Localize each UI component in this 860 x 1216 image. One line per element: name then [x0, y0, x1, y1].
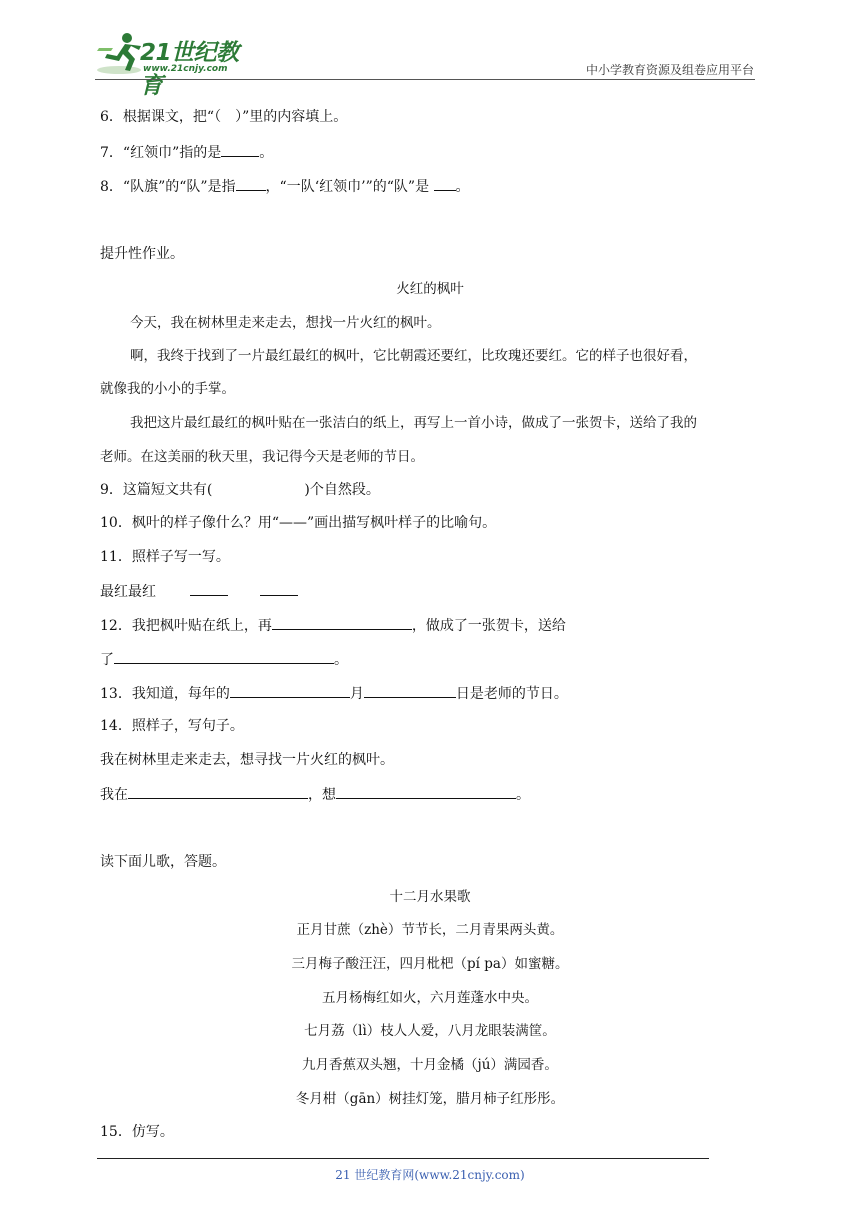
logo-url: www.21cnjy.com: [143, 64, 228, 74]
answer-blank[interactable]: [336, 783, 516, 799]
answer-blank[interactable]: [434, 175, 456, 191]
answer-blank[interactable]: [272, 614, 412, 630]
question-11-example: [100, 580, 298, 601]
question-13: [100, 682, 568, 703]
passage-paragraph: 就像我的小小的手掌。: [100, 381, 235, 397]
question-9: [100, 479, 380, 499]
answer-blank[interactable]: [260, 580, 298, 596]
question-13-text: 13．我知道，每年的: [100, 686, 230, 702]
poem-line: 九月香蕉双头翘，十月金橘（jú）满园香。: [302, 1057, 558, 1073]
passage-paragraph: 啊，我终于找到了一片最红最红的枫叶，它比朝霞还要红，比玫瑰还要红。它的样子也很好看，: [130, 348, 697, 364]
question-12-text-3: 了: [100, 652, 114, 668]
question-7-suffix: 。: [259, 145, 274, 161]
passage-paragraph: 今天，我在树林里走来走去，想找一片火红的枫叶。: [130, 315, 441, 331]
logo-text: 21世纪教育: [140, 40, 239, 99]
poem-line: 正月甘蔗（zhè）节节长，二月青果两头黄。: [296, 922, 564, 938]
question-9-suffix: )个自然段。: [304, 482, 380, 498]
answer-blank[interactable]: [190, 580, 228, 596]
question-8: [100, 175, 470, 196]
question-12-text-2: ，做成了一张贺卡，送给: [411, 618, 566, 634]
fill-text: 我在: [100, 787, 128, 803]
section-title: 提升性作业。: [100, 246, 184, 262]
header-divider: [95, 79, 755, 80]
question-14: 14．照样子，写句子。: [100, 718, 244, 734]
question-15: 15．仿写。: [100, 1124, 174, 1140]
question-11: 11．照样子写一写。: [100, 549, 230, 565]
question-10: 10．枫叶的样子像什么？用“——”画出描写枫叶样子的比喻句。: [100, 515, 497, 531]
example-text: 最红最红: [100, 584, 156, 600]
running-man-icon: [95, 30, 145, 76]
footer-link[interactable]: 21 世纪教育网(www.21cnjy.com): [335, 1168, 525, 1182]
answer-blank[interactable]: [221, 141, 259, 157]
poem-line: 三月梅子酸汪汪，四月枇杷（pí pa）如蜜糖。: [291, 956, 569, 972]
question-6: 6．根据课文，把“（ ）”里的内容填上。: [100, 109, 348, 125]
question-8-text-2: ，“一队‘红领巾’”的“队”是: [265, 179, 430, 195]
answer-blank[interactable]: [114, 648, 334, 664]
passage-title: 火红的枫叶: [396, 281, 464, 297]
question-7-text: 7．“红领巾”指的是: [100, 145, 222, 161]
question-14-example: 我在树林里走来走去，想寻找一片火红的枫叶。: [100, 752, 394, 768]
answer-blank[interactable]: [364, 682, 456, 698]
question-12: [100, 614, 566, 635]
poem-title: 十二月水果歌: [389, 889, 471, 905]
poem-line: 冬月柑（gān）树挂灯笼，腊月柿子红彤彤。: [295, 1091, 565, 1107]
question-7: [100, 141, 273, 162]
section-title: 读下面儿歌，答题。: [100, 854, 226, 870]
fill-suffix: 。: [516, 787, 530, 803]
site-logo: [95, 30, 260, 99]
platform-label: 中小学教育资源及组卷应用平台: [585, 63, 754, 77]
question-12-suffix: 。: [334, 652, 348, 668]
question-13-text-2: 月: [349, 686, 364, 702]
question-12-line2: [100, 648, 348, 669]
question-8-text: 8．“队旗”的“队”是指: [100, 179, 236, 195]
passage-paragraph: 我把这片最红最红的枫叶贴在一张洁白的纸上，再写上一首小诗，做成了一张贺卡，送给了我的: [130, 415, 697, 431]
question-13-suffix: 日是老师的节日。: [455, 686, 568, 702]
question-9-text: 9．这篇短文共有(: [100, 482, 213, 498]
fill-text-2: ，想: [308, 787, 336, 803]
poem-line: 五月杨梅红如火，六月莲蓬水中央。: [322, 990, 538, 1006]
question-12-text: 12．我把枫叶贴在纸上，再: [100, 618, 272, 634]
answer-blank[interactable]: [236, 175, 266, 191]
question-8-suffix: 。: [455, 179, 470, 195]
passage-paragraph: 老师。在这美丽的秋天里，我记得今天是老师的节日。: [100, 449, 424, 465]
answer-blank[interactable]: [128, 783, 308, 799]
answer-blank[interactable]: [230, 682, 350, 698]
poem-line: 七月荔（lì）枝人人爱，八月龙眼装满筐。: [304, 1023, 556, 1039]
question-14-fill: [100, 783, 530, 804]
footer-divider: [97, 1158, 709, 1159]
